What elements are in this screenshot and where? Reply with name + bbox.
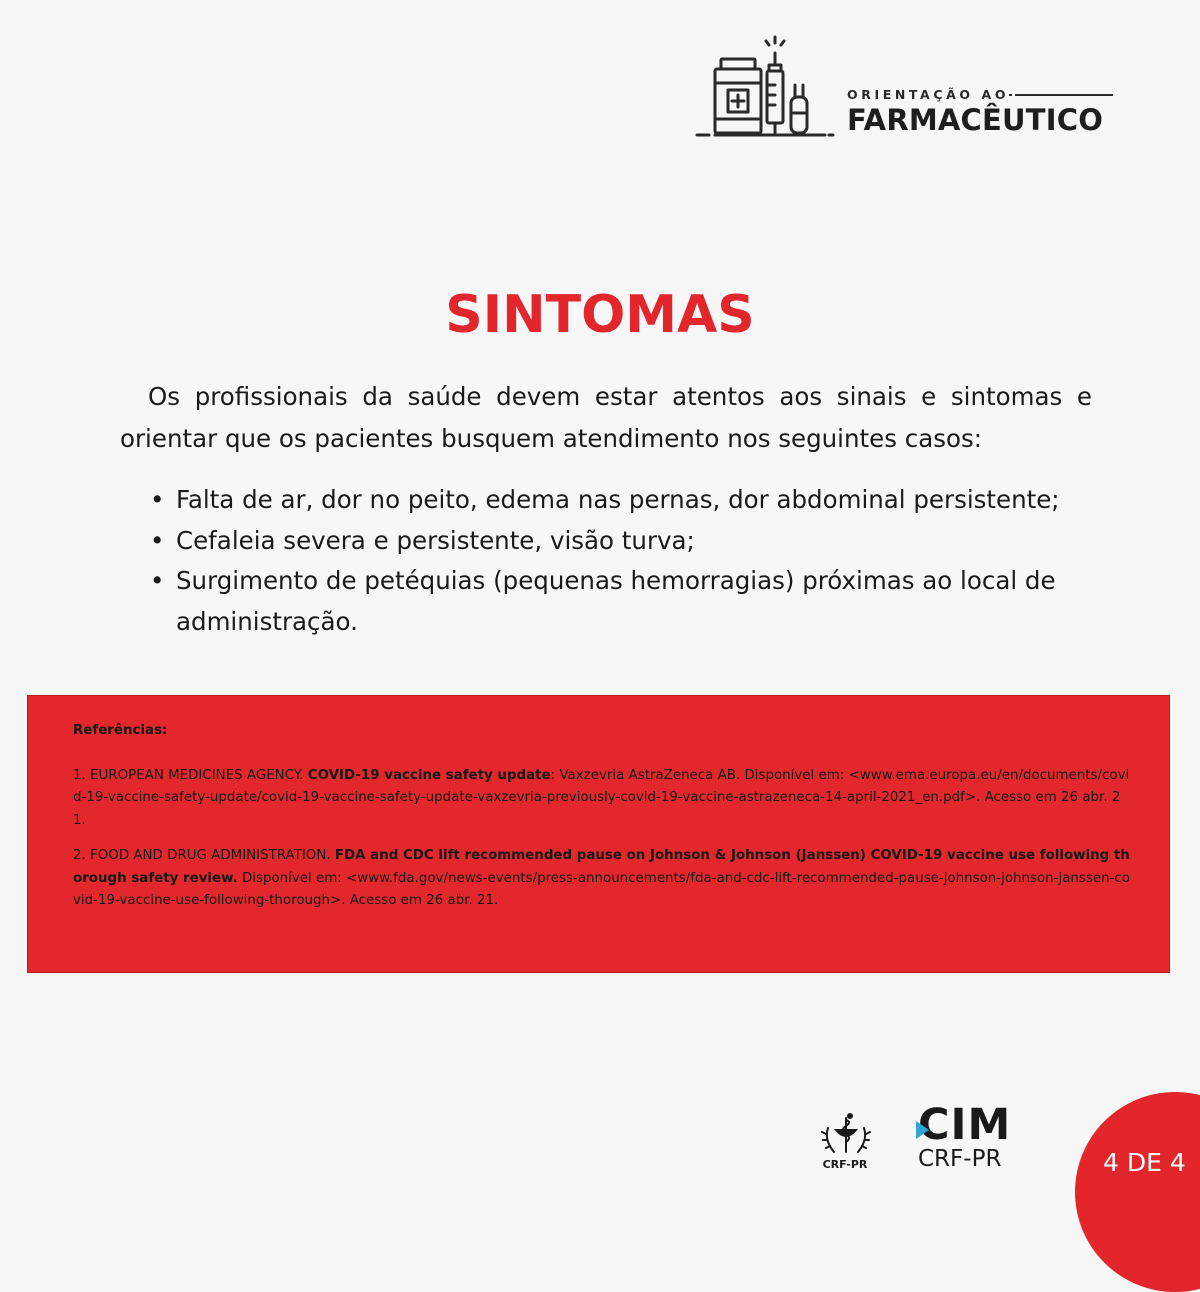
list-item-text: Surgimento de petéquias (pequenas hemorragias) próximas ao local de administração. bbox=[176, 566, 1056, 636]
reference-prefix: 2. FOOD AND DRUG ADMINISTRATION. bbox=[73, 848, 335, 863]
cim-subtitle: CRF-PR bbox=[918, 1146, 1002, 1172]
cim-title: CIM bbox=[918, 1100, 1012, 1150]
page-badge bbox=[1075, 1092, 1200, 1292]
crf-pr-label: CRF-PR bbox=[822, 1158, 868, 1171]
reference-item bbox=[73, 765, 1133, 833]
reference-suffix: Disponível em: <www.fda.gov/news-events/press-announcements/fda-and-cdc-lift-recommended-pause-johnson-johnson-janssen-covid-19-vaccine-use-following-thorough>. Acesso em 26 abr. 21. bbox=[73, 870, 1130, 908]
logo-subtitle: ORIENTAÇÃO AO bbox=[847, 87, 1010, 102]
list-item-text: Cefaleia severa e persistente, visão turva; bbox=[176, 525, 695, 555]
pharmacy-icon bbox=[695, 35, 835, 140]
page-indicator: 4 DE 4 bbox=[1103, 1148, 1186, 1177]
header-logo bbox=[695, 35, 1135, 145]
logo-divider bbox=[1015, 94, 1113, 96]
symptom-list bbox=[148, 480, 1108, 642]
reference-title: COVID-19 vaccine safety update bbox=[307, 767, 551, 783]
references-box bbox=[27, 695, 1170, 973]
intro-paragraph: Os profissionais da saúde devem estar atentos aos sinais e sintomas e orientar que os pacientes busquem atendimento nos seguintes casos: bbox=[120, 382, 1092, 453]
bullet-icon: • bbox=[150, 485, 165, 514]
references-heading: Referências: bbox=[73, 723, 168, 738]
caduceus-icon bbox=[818, 1108, 874, 1158]
list-item-text: Falta de ar, dor no peito, edema nas pernas, dor abdominal persistente; bbox=[176, 485, 1060, 514]
logo-wordmark bbox=[847, 87, 1113, 137]
list-item bbox=[148, 521, 1108, 562]
cim-logo bbox=[912, 1100, 1022, 1176]
crf-pr-logo bbox=[812, 1108, 878, 1174]
bullet-icon: • bbox=[150, 566, 165, 595]
page-title: SINTOMAS bbox=[445, 285, 755, 345]
reference-item bbox=[73, 845, 1133, 913]
list-item bbox=[148, 480, 1108, 521]
bullet-icon: • bbox=[150, 525, 165, 555]
play-triangle-icon bbox=[916, 1121, 929, 1139]
reference-prefix: 1. EUROPEAN MEDICINES AGENCY. bbox=[73, 767, 308, 783]
reference-title: FDA and CDC lift recommended pause on Johnson & Johnson (Janssen) COVID-19 vaccine use following thorough safety review. bbox=[73, 848, 1130, 886]
reference-suffix: : Vaxzevria AstraZeneca AB. Disponível em: <www.ema.europa.eu/en/documents/covid-19-vaccine-safety-update/covid-19-vaccine-safety-update-vaxzevria-previously-covid-19-vaccine-astrazeneca-14-april-2021_en.pdf>. Acesso em 26 abr. 21. bbox=[73, 767, 1130, 828]
list-item bbox=[148, 561, 1108, 642]
logo-title: FARMACÊUTICO bbox=[847, 103, 1104, 137]
